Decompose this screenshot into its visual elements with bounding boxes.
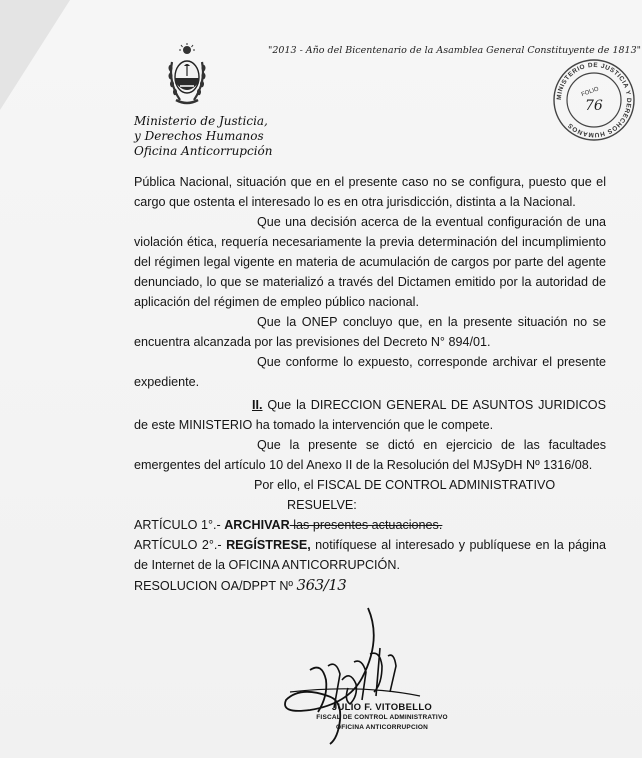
article-2-label: ARTÍCULO 2°.- [134, 538, 227, 552]
ministry-line-2: y Derechos Humanos [134, 129, 264, 143]
signatory-office: OFICINA ANTICORRUPCION [335, 724, 429, 731]
resolution-body [134, 172, 606, 596]
article-1-label: ARTÍCULO 1°.- [134, 518, 225, 532]
paragraph-5 [134, 395, 606, 435]
article-1-rest: las presentes actuaciones. [289, 518, 443, 532]
paragraph-1: Pública Nacional, situación que en el presente caso no se configura, puesto que el cargo que ostenta el interesado lo es en otra jurisdicción, distinta a la Nacional. [134, 175, 606, 209]
resuelve-heading: RESUELVE: [287, 498, 357, 512]
article-2 [134, 535, 606, 575]
paragraph-7: Por ello, el FISCAL DE CONTROL ADMINISTRATIVO [254, 478, 556, 492]
article-2-rest: notifíquese al interesado y publíquese en la página de Internet de la OFICINA ANTICORRUPCIÓN. [134, 538, 606, 572]
folio-stamp [552, 58, 636, 142]
paragraph-4: Que conforme lo expuesto, corresponde archivar el presente expediente. [134, 355, 606, 389]
article-1 [134, 515, 606, 535]
stamp-folio-number: 76 [585, 98, 603, 114]
coat-of-arms-icon [166, 42, 208, 108]
paragraph-6: Que la presente se dictó en ejercicio de las facultades emergentes del artículo 10 del Anexo II de la Resolución del MJSyDH Nº 1316/08. [134, 438, 606, 472]
signatory-role: FISCAL DE CONTROL ADMINISTRATIVO [316, 714, 448, 721]
stamp-folio-label: FOLIO [580, 86, 600, 99]
signatory-name: JULIO F. VITOBELLO [331, 702, 433, 713]
paragraph-3: Que la ONEP concluyo que, en la presente situación no se encuentra alcanzada por las previsiones del Decreto N° 894/01. [134, 315, 606, 349]
paragraph-2: Que una decisión acerca de la eventual configuración de una violación ética, requería necesariamente la previa determinación del incumplimiento del régimen legal vigente en materia de acumulación de cargos por parte del agente denunciado, lo que se materializó a través del Dictamen emitido por la autoridad de aplicación del régimen de empleo público nacional. [134, 215, 606, 309]
page-fold-shadow [0, 0, 70, 110]
article-2-action: REGÍSTRESE, [226, 538, 311, 552]
ministry-line-1: Ministerio de Justicia, [134, 114, 268, 128]
ministry-line-3: Oficina Anticorrupción [134, 144, 273, 158]
paragraph-5-text: Que la DIRECCION GENERAL DE ASUNTOS JURIDICOS de este MINISTERIO ha tomado la intervención que le compete. [134, 398, 606, 432]
resolution-number: 363/13 [296, 576, 347, 594]
signatory-block [312, 703, 452, 733]
article-1-action: ARCHIVAR [224, 518, 290, 532]
resolution-number-line [134, 575, 606, 596]
stamp-ring-text: MINISTERIO DE JUSTICIA Y DERECHOS HUMANOS [555, 61, 633, 139]
year-motto: "2013 - Año del Bicentenario de la Asamblea General Constituyente de 1813" [268, 45, 642, 56]
roman-numeral-ii: II. [252, 398, 263, 412]
ministry-heading [134, 114, 273, 159]
resolution-label: RESOLUCION OA/DPPT Nº [134, 579, 297, 593]
